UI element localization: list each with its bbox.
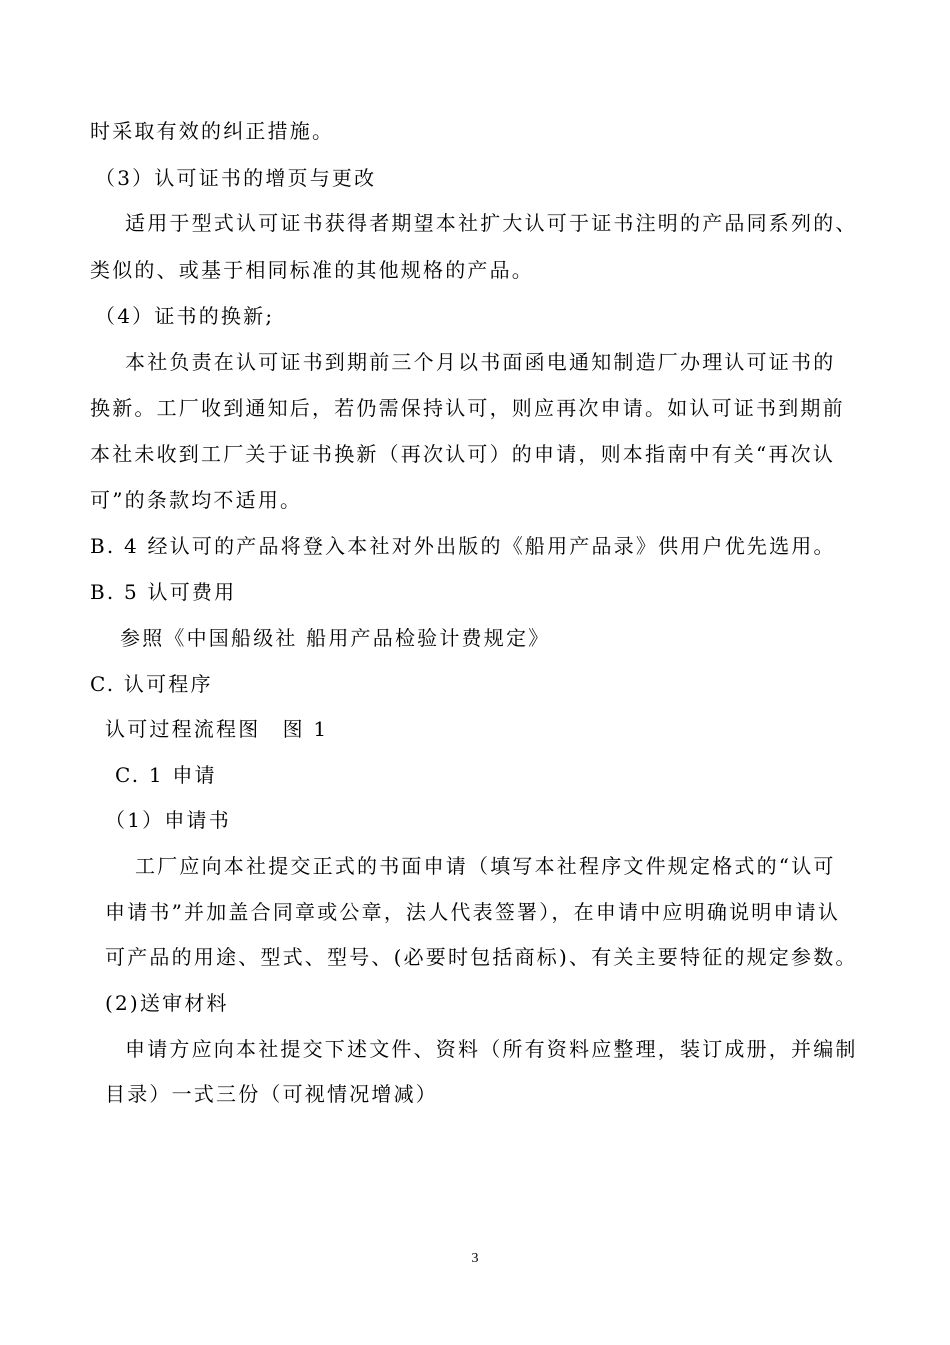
text-line-22: 目录）一式三份（可视情况增减） (105, 1082, 438, 1106)
text-line-21: 申请方应向本社提交下述文件、资料（所有资料应整理，装订成册，并编制 (125, 1037, 858, 1061)
text-line-19: 可产品的用途、型式、型号、(必要时包括商标)、有关主要特征的规定参数。 (105, 945, 858, 969)
text-line-18: 申请书”并加盖合同章或公章，法人代表签署），在申请中应明确说明申请认 (105, 900, 841, 924)
text-line-3: 适用于型式认可证书获得者期望本社扩大认可于证书注明的产品同系列的、 (125, 211, 858, 235)
section-heading-certificate-renewal: （4）证书的换新; (95, 304, 275, 328)
text-line-8: 本社未收到工厂关于证书换新（再次认可）的申请，则本指南中有关“再次认 (90, 442, 836, 466)
clause-b5-heading: B. 5 认可费用 (90, 580, 237, 604)
text-line-17: 工厂应向本社提交正式的书面申请（填写本社程序文件规定格式的“认可 (135, 854, 836, 878)
figure-reference: 认可过程流程图 图 1 (105, 717, 329, 741)
text-line-12: 参照《中国船级社 船用产品检验计费规定》 (120, 626, 551, 650)
section-heading-c: C. 认可程序 (90, 672, 213, 696)
text-line-9: 可”的条款均不适用。 (90, 488, 303, 512)
text-line-1: 时采取有效的纠正措施。 (90, 119, 335, 143)
clause-b4: B. 4 经认可的产品将登入本社对外出版的《船用产品录》供用户优先选用。 (90, 534, 836, 558)
text-line-4: 类似的、或基于相同标准的其他规格的产品。 (90, 258, 534, 282)
text-line-7: 换新。工厂收到通知后，若仍需保持认可，则应再次申请。如认可证书到期前 (90, 396, 845, 420)
text-line-6: 本社负责在认可证书到期前三个月以书面函电通知制造厂办理认可证书的 (125, 350, 836, 374)
clause-c1-heading: C. 1 申请 (115, 763, 217, 787)
subheading-submission-materials: (2)送审材料 (105, 991, 229, 1015)
subheading-application-form: （1）申请书 (105, 808, 231, 832)
section-heading-certificate-supplement: （3）认可证书的增页与更改 (95, 166, 377, 190)
page-number: 3 (471, 1251, 479, 1266)
